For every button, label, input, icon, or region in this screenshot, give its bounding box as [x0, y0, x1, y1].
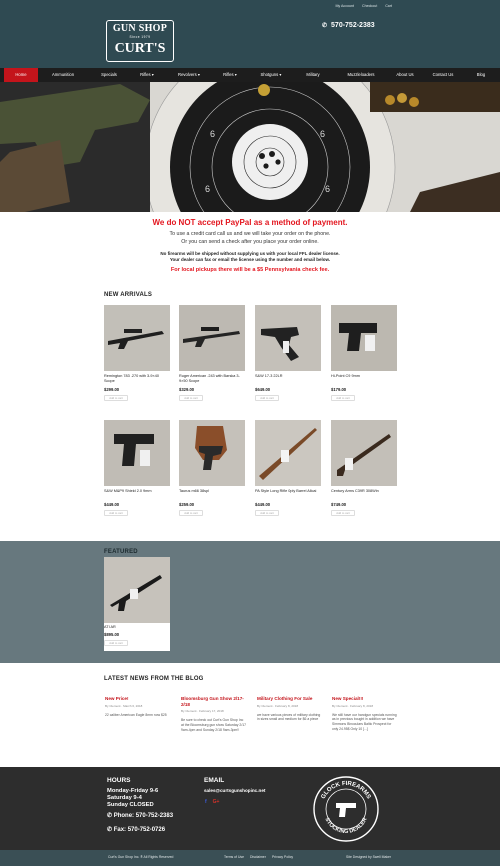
blog-post-excerpt: 22 caliber American Eagle 8mm now $25	[105, 712, 167, 717]
checkout-link[interactable]: Checkout	[362, 4, 378, 8]
footer-phone-text: Phone: 570-752-2383	[113, 813, 174, 819]
svg-text:6: 6	[210, 129, 216, 139]
notice-pickup-fee: For local pickups there will be a $5 Pennsylvania check fee.	[170, 267, 330, 273]
site-header	[0, 0, 500, 68]
nav-shotguns[interactable]: Shotguns ▾	[260, 72, 282, 77]
hours-sunday: Sunday CLOSED	[107, 802, 154, 808]
svg-text:STOCKING DEALER	[323, 817, 368, 835]
nav-home[interactable]: Home	[4, 68, 38, 82]
footer-fax-text: Fax: 570-752-0726	[113, 827, 166, 833]
fax-icon: ✆	[107, 827, 114, 833]
header-phone[interactable]	[322, 22, 375, 29]
google-plus-icon[interactable]: G+	[212, 799, 220, 805]
copyright-bar	[0, 850, 500, 866]
privacy-policy-link[interactable]: Privacy Policy	[272, 855, 294, 859]
hours-title: HOURS	[107, 777, 131, 784]
my-account-link[interactable]: My Account	[335, 4, 355, 8]
notice-check: Or you can send a check after you place your order online.	[181, 239, 319, 245]
account-links	[335, 4, 392, 8]
add-to-cart-button[interactable]: Add to cart	[179, 510, 203, 516]
add-to-cart-button[interactable]: Add to cart	[331, 395, 355, 401]
hours-saturday: Saturday 9-4	[107, 795, 142, 801]
nav-rifles-2[interactable]: Rifles ▾	[223, 72, 237, 77]
blog-post-meta: By Clement · February 17, 2018	[181, 709, 224, 714]
product-image[interactable]	[255, 420, 321, 486]
product-image[interactable]	[104, 420, 170, 486]
disclaimer-link[interactable]: Disclaimer	[250, 855, 266, 859]
add-to-cart-button[interactable]: Add to cart	[179, 395, 203, 401]
add-to-cart-button[interactable]: Add to cart	[104, 510, 128, 516]
blog-post-title[interactable]: New Price!	[105, 696, 129, 701]
payment-notice	[0, 218, 500, 273]
featured-product-card[interactable]	[104, 557, 170, 651]
product-price: $649.00	[255, 387, 271, 392]
blog-post-meta: By Clement · March 6, 2018	[105, 703, 143, 708]
add-to-cart-button[interactable]: Add to cart	[255, 395, 279, 401]
blog-post-excerpt: We still have our handgun specials running as in previous bought in addition we have Simmons Binoculars Baltic Prospect for only 24.95$ Only 10 [...]	[332, 712, 397, 731]
product-price: $749.00	[331, 502, 347, 507]
product-price: $299.00	[104, 387, 120, 392]
blog-post-meta: By Clement · February 8, 2018	[257, 703, 299, 708]
product-name[interactable]: Hi-Point C9 9mm	[331, 374, 360, 378]
product-image[interactable]	[331, 305, 397, 371]
product-image[interactable]	[255, 305, 321, 371]
cart-link[interactable]: Cart	[385, 4, 392, 8]
nav-ammunition[interactable]: Ammunition	[51, 72, 75, 77]
glock-stocking-dealer-badge	[312, 775, 380, 843]
notice-credit-card: To use a credit card call us and we will take your order on the phone.	[169, 231, 331, 237]
add-to-cart-button[interactable]: Add to cart	[331, 510, 355, 516]
nav-about-us[interactable]: About Us	[396, 72, 414, 77]
blog-post[interactable]	[332, 696, 398, 732]
paypal-headline: We do NOT accept PayPal as a method of payment.	[152, 218, 348, 227]
logo-curts: CURT'S	[114, 41, 166, 56]
product-image[interactable]	[104, 557, 170, 623]
nav-blog[interactable]: Blog	[476, 72, 486, 77]
product-image[interactable]	[179, 305, 245, 371]
facebook-icon[interactable]: f	[205, 799, 207, 805]
badge-bottom-text: STOCKING DEALER	[323, 816, 369, 836]
phone-icon: ✆	[322, 23, 328, 29]
product-price: $895.00	[104, 632, 120, 637]
footer-email-link[interactable]: sales@curtsgunshopinc.net	[204, 788, 266, 793]
product-name[interactable]: Century Arms C39R 308Win	[331, 489, 379, 493]
header-phone-number: 570-752-2383	[331, 22, 375, 29]
svg-text:6: 6	[325, 184, 331, 194]
copyright-text: Curt's Gun Shop Inc. ® All Rights Reserved	[108, 855, 174, 859]
svg-text:6: 6	[205, 184, 211, 194]
notice-ffl	[0, 251, 500, 263]
product-name[interactable]: S&W 17-3 22LR	[255, 374, 283, 378]
nav-revolvers[interactable]: Revolvers ▾	[178, 72, 200, 77]
hero-banner-image	[0, 82, 500, 212]
terms-link[interactable]: Terms of Use	[224, 855, 244, 859]
product-name[interactable]: ATI AR	[104, 625, 116, 629]
nav-rifles[interactable]: Rifles ▾	[140, 72, 154, 77]
product-name[interactable]: Ruger American .243 with Barska 3-9×50 Scope	[179, 374, 240, 383]
blog-post-title[interactable]: New Special!!!	[332, 696, 364, 701]
blog-post[interactable]	[257, 696, 323, 722]
site-logo[interactable]	[106, 20, 174, 62]
email-title: EMAIL	[204, 777, 225, 784]
blog-post-excerpt: Be sure to check out Curt's Gun Shop Inc at the Bloomsburg gun show Saturday 2/17 9am-4pm and Sunday 2/18 9am-3pm!!	[181, 718, 247, 732]
svg-text:GLOCK FIREARMS	[321, 781, 372, 800]
phone-icon: ✆	[107, 813, 114, 819]
featured-title: FEATURED	[104, 549, 138, 555]
logo-gun-shop: GUN SHOP	[112, 23, 168, 34]
product-name[interactable]: Taurus m66 38spl	[179, 489, 209, 493]
notice-ffl-line2: Your dealer can fax or email the license using the number and email below.	[169, 257, 331, 262]
product-name[interactable]: Remington 783 .270 with 3-9×40 Scope	[104, 374, 159, 383]
product-price: $329.00	[179, 387, 195, 392]
notice-ffl-line1: No firearms will be shipped without supplying us with your local FFL dealer license.	[160, 251, 340, 256]
nav-military[interactable]: Military	[306, 72, 320, 77]
main-nav	[0, 68, 500, 82]
product-name[interactable]: PA Style Long Rifle 0ply Barrel Allcai	[255, 489, 317, 493]
new-arrivals-title: NEW ARRIVALS	[104, 292, 153, 298]
product-price: $449.00	[104, 502, 120, 507]
nav-muzzleloaders[interactable]: Muzzleloaders	[347, 72, 375, 77]
add-to-cart-button[interactable]: Add to cart	[255, 510, 279, 516]
blog-post-excerpt: we have various pieces of military clothing in sizes small and medium for $6 a piece	[257, 712, 321, 722]
product-image[interactable]	[179, 420, 245, 486]
add-to-cart-button[interactable]: Add to cart	[104, 395, 128, 401]
designer-credit: Site Designed by Swell Maker	[346, 855, 392, 859]
nav-specials[interactable]: Specials	[101, 72, 117, 77]
social-links	[205, 799, 219, 805]
blog-section-title: LATEST NEWS FROM THE BLOG	[104, 676, 204, 682]
logo-since: Since 1979	[129, 35, 151, 39]
footer-fax	[107, 826, 165, 833]
blog-post[interactable]	[181, 696, 247, 733]
featured-section	[0, 541, 500, 663]
nav-contact-us[interactable]: Contact Us	[432, 72, 454, 77]
product-price: $259.00	[179, 502, 195, 507]
product-name[interactable]: S&W M&P9 Shield 2.0 9mm	[104, 489, 152, 493]
add-to-cart-button[interactable]: Add to cart	[104, 640, 128, 646]
blog-post[interactable]	[105, 696, 171, 717]
blog-post-title[interactable]: Bloomsburg Gun Show 2/17-2/18	[181, 696, 244, 707]
hours-weekdays: Monday-Friday 9-6	[107, 788, 159, 794]
footer-phone[interactable]	[107, 812, 173, 819]
product-price: $449.00	[255, 502, 271, 507]
product-image[interactable]	[331, 420, 397, 486]
blog-post-title[interactable]: Military Clothing For Sale	[257, 696, 313, 701]
product-image[interactable]	[104, 305, 170, 371]
svg-text:6: 6	[320, 129, 326, 139]
product-price: $179.00	[331, 387, 347, 392]
blog-post-meta: By Clement · February 8, 2018	[332, 703, 374, 708]
hours-list	[107, 788, 158, 809]
badge-top-text: GLOCK FIREARMS	[320, 780, 372, 801]
